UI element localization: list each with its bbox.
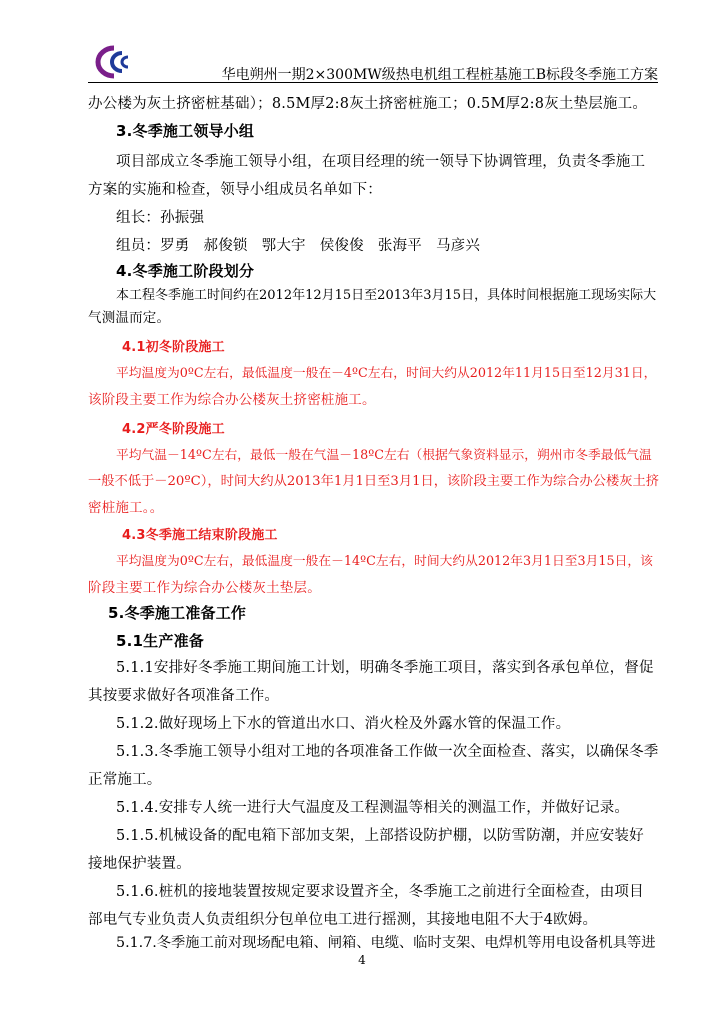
section-heading: 5.冬季施工准备工作 bbox=[108, 604, 247, 622]
member-name: 郝俊锁 bbox=[203, 238, 248, 254]
body-line: 接地保护装置。 bbox=[88, 856, 191, 872]
header-title: 华电朔州一期2×300MW级热电机组工程桩基施工B标段冬季施工方案 bbox=[221, 67, 658, 83]
header-rule bbox=[88, 82, 658, 83]
section-heading: 4.冬季施工阶段划分 bbox=[116, 262, 255, 280]
section-heading: 3.冬季施工领导小组 bbox=[116, 122, 255, 140]
subsection-heading: 4.3冬季施工结束阶段施工 bbox=[122, 528, 278, 543]
body-line: 一般不低于－20ºC），时间大约从2013年1月1日至3月1日，该阶段主要工作为综合办公楼灰土挤 bbox=[88, 474, 660, 489]
body-line: 5.1.3.冬季施工领导小组对工地的各项准备工作做一次全面检查、落实，以确保冬季 bbox=[116, 744, 659, 760]
subsection-heading: 4.2严冬阶段施工 bbox=[122, 422, 225, 437]
body-line: 其按要求做好各项准备工作。 bbox=[88, 688, 280, 704]
body-line: 5.1.7.冬季施工前对现场配电箱、闸箱、电缆、临时支架、电焊机等用电设备机具等进 bbox=[116, 935, 656, 951]
body-line: 项目部成立冬季施工领导小组，在项目经理的统一领导下协调管理，负责冬季施工 bbox=[116, 154, 646, 170]
body-line: 方案的实施和检查，领导小组成员名单如下： bbox=[88, 182, 382, 198]
member-name: 罗勇 bbox=[160, 238, 190, 254]
members-label: 组员： bbox=[116, 238, 161, 254]
company-logo bbox=[88, 44, 134, 80]
body-line: 5.1.4.安排专人统一进行大气温度及工程测温等相关的测温工作，并做好记录。 bbox=[116, 800, 630, 816]
body-line: 部电气专业负责人负责组织分包单位电工进行摇测，其接地电阻不大于4欧姆。 bbox=[88, 912, 598, 928]
member-name: 马彦兴 bbox=[435, 238, 481, 254]
subsection-heading: 4.1初冬阶段施工 bbox=[122, 340, 225, 355]
subsection-heading: 5.1生产准备 bbox=[116, 632, 204, 650]
body-line: 5.1.1安排好冬季施工期间施工计划，明确冬季施工项目，落实到各承包单位，督促 bbox=[116, 660, 654, 676]
page-number: 4 bbox=[358, 953, 366, 967]
member-name: 鄂大宇 bbox=[261, 238, 306, 254]
members-line bbox=[116, 234, 494, 255]
body-line: 平均温度为0ºC左右，最低温度一般在－14ºC左右，时间大约从2012年3月1日至3月15日，该 bbox=[116, 554, 653, 569]
body-line: 本工程冬季施工时间约在2012年12月15日至2013年3月15日，具体时间根据施工现场实际大 bbox=[116, 288, 657, 303]
body-line: 平均气温－14ºC左右，最低一般在气温－18ºC左右（根据气象资料显示，朔州市冬季最低气温 bbox=[116, 448, 652, 463]
leader-line: 组长：孙振强 bbox=[116, 210, 205, 226]
body-line: 平均温度为0ºC左右，最低温度一般在－4ºC左右，时间大约从2012年11月15日至12月31日， bbox=[116, 366, 657, 381]
member-name: 侯俊俊 bbox=[319, 238, 364, 254]
body-line: 5.1.6.桩机的接地装置按规定要求设置齐全，冬季施工之前进行全面检查，由项目 bbox=[116, 884, 644, 900]
body-line: 办公楼为灰土挤密桩基础）；8.5M厚2:8灰土挤密桩施工；0.5M厚2:8灰土垫层施工。 bbox=[88, 96, 648, 112]
body-line: 5.1.2.做好现场上下水的管道出水口、消火栓及外露水管的保温工作。 bbox=[116, 716, 571, 732]
body-line: 阶段主要工作为综合办公楼灰土垫层。 bbox=[88, 580, 321, 596]
body-line: 5.1.5.机械设备的配电箱下部加支架，上部搭设防护棚，以防雪防潮，并应安装好 bbox=[116, 828, 644, 844]
body-line: 气测温而定。 bbox=[88, 310, 171, 326]
member-name: 张海平 bbox=[377, 238, 422, 254]
body-line: 该阶段主要工作为综合办公楼灰土挤密桩施工。 bbox=[88, 392, 376, 408]
body-line: 密桩施工。。 bbox=[88, 500, 164, 516]
body-line: 正常施工。 bbox=[88, 772, 162, 788]
